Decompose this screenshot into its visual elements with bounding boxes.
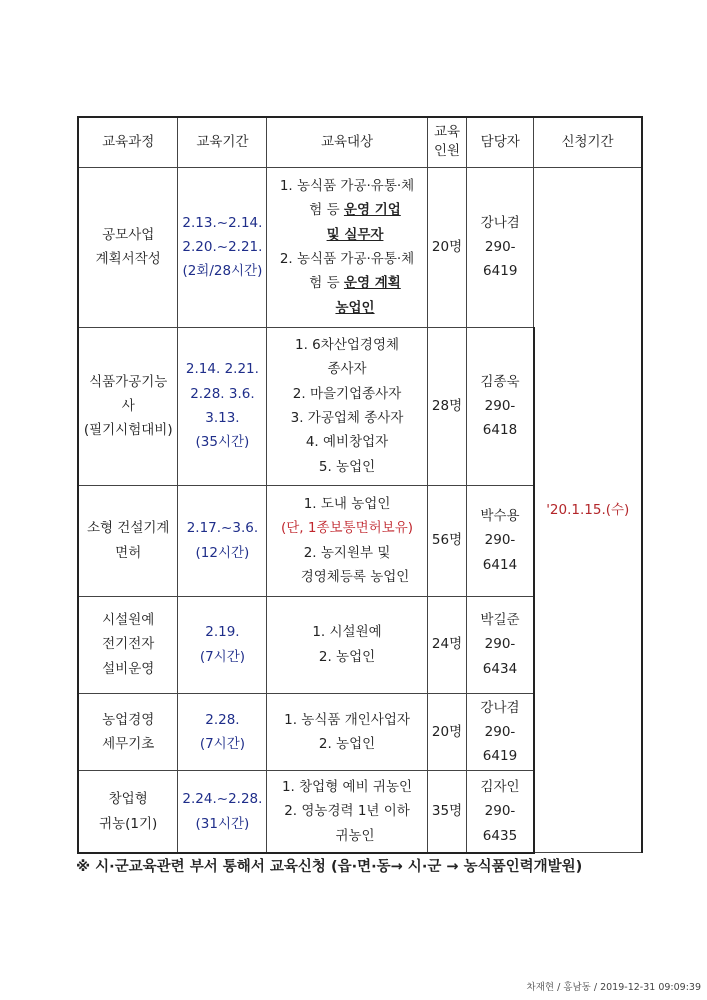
period-cell: 2.17.~3.6. (12시간) [178,485,267,596]
contact-cell: 김자인 290-6435 [467,771,534,853]
count-cell: 24명 [427,596,467,693]
application-note: ※ 시·군교육관련 부서 통해서 교육신청 (읍·면·동→ 시·군 → 농식품인력개발원) [76,859,583,875]
contact-cell: 김종욱 290-6418 [467,327,534,485]
table-row [78,167,642,327]
target-cell: 1. 시설원예 2. 농업인 [267,596,427,693]
target-cell: 1. 6차산업경영체 종사자 2. 마을기업종사자 3. 가공업체 종사자 4. 예비창업자 5. 농업인 [267,327,427,485]
header-target: 교육대상 [267,117,427,167]
contact-cell: 강나겸 290-6419 [467,167,534,327]
course-cell: 소형 건설기계 면허 [78,485,178,596]
course-cell: 시설원예 전기전자 설비운영 [78,596,178,693]
count-cell: 56명 [427,485,467,596]
target-cell: 1. 창업형 예비 귀농인 2. 영농경력 1년 이하 귀농인 [267,771,427,853]
header-count: 교육 인원 [427,117,467,167]
apply-period-cell: '20.1.15.(수) [534,167,642,853]
footer-stamp: 차재현 / 홍남동 / 2019-12-31 09:09:39 [526,982,701,993]
header-period: 교육기간 [178,117,267,167]
period-cell: 2.13.~2.14. 2.20.~2.21. (2회/28시간) [178,167,267,327]
course-cell: 공모사업 계획서작성 [78,167,178,327]
period-cell: 2.14. 2.21. 2.28. 3.6. 3.13. (35시간) [178,327,267,485]
header-contact: 담당자 [467,117,534,167]
count-cell: 35명 [427,771,467,853]
target-cell: 1. 농식품 가공·유통·체 험 등 운영 기업 및 실무자 2. 농식품 가공·유통·체 험 등 운영 계획 농업인 [267,167,427,327]
count-cell: 20명 [427,693,467,771]
period-cell: 2.19. (7시간) [178,596,267,693]
target-cell: 1. 농식품 개인사업자 2. 농업인 [267,693,427,771]
header-apply: 신청기간 [534,117,642,167]
count-cell: 28명 [427,327,467,485]
course-cell: 식품가공기능 사 (필기시험대비) [78,327,178,485]
header-course: 교육과정 [78,117,178,167]
target-cell: 1. 도내 농업인 (단, 1종보통면허보유) 2. 농지원부 및 경영체등록 농업인 [267,485,427,596]
count-cell: 20명 [427,167,467,327]
education-schedule-table [77,116,643,854]
period-cell: 2.28. (7시간) [178,693,267,771]
contact-cell: 박길준 290-6434 [467,596,534,693]
course-cell: 농업경영 세무기초 [78,693,178,771]
course-cell: 창업형 귀농(1기) [78,771,178,853]
period-cell: 2.24.~2.28. (31시간) [178,771,267,853]
contact-cell: 박수용 290-6414 [467,485,534,596]
contact-cell: 강나겸 290-6419 [467,693,534,771]
header-row [78,117,642,167]
